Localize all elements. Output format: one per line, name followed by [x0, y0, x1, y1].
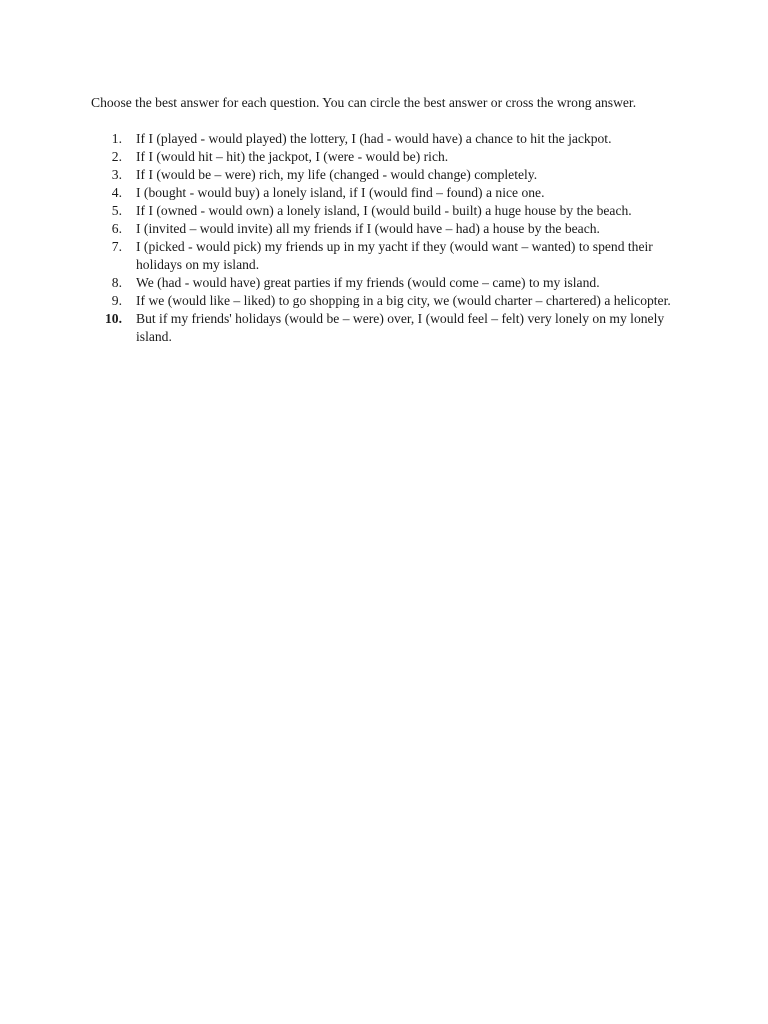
- question-item: [91, 238, 681, 274]
- question-number: 2.: [111, 149, 122, 164]
- question-text: If I (would hit – hit) the jackpot, I (were - would be) rich.: [136, 149, 449, 164]
- question-number: 4.: [111, 185, 122, 200]
- question-text: I (bought - would buy) a lonely island, if I (would find – found) a nice one.: [136, 185, 545, 200]
- question-text: I (invited – would invite) all my friends if I (would have – had) a house by the beach.: [136, 221, 600, 236]
- question-item: [91, 292, 681, 310]
- question-text: If I (owned - would own) a lonely island, I (would build - built) a huge house by the beach.: [136, 203, 632, 218]
- question-item: [91, 220, 681, 238]
- question-text: I (picked - would pick) my friends up in my yacht if they (would want – wanted) to spend their holidays on my island.: [136, 239, 653, 272]
- question-item: [91, 130, 681, 148]
- question-number: 5.: [111, 203, 122, 218]
- question-number: 10.: [105, 311, 122, 326]
- question-number: 6.: [111, 221, 122, 236]
- question-item: [91, 274, 681, 292]
- question-number: 3.: [111, 167, 122, 182]
- question-item: [91, 148, 681, 166]
- question-text: We (had - would have) great parties if my friends (would come – came) to my island.: [136, 275, 600, 290]
- question-number: 7.: [111, 239, 122, 254]
- question-item: [91, 202, 681, 220]
- question-number: 8.: [111, 275, 122, 290]
- instructions-text: Choose the best answer for each question. You can circle the best answer or cross the wrong answer.: [91, 95, 637, 110]
- question-number: 1.: [111, 131, 122, 146]
- question-list: [91, 130, 681, 346]
- question-text: But if my friends' holidays (would be – were) over, I (would feel – felt) very lonely on my lonely island.: [136, 311, 665, 344]
- question-text: If I (would be – were) rich, my life (changed - would change) completely.: [136, 167, 538, 182]
- question-text: If we (would like – liked) to go shopping in a big city, we (would charter – chartered) a helicopter.: [136, 293, 671, 308]
- question-text: If I (played - would played) the lottery, I (had - would have) a chance to hit the jackpot.: [136, 131, 612, 146]
- question-number: 9.: [111, 293, 122, 308]
- question-item: [91, 310, 681, 346]
- question-item: [91, 166, 681, 184]
- worksheet-page: [91, 94, 681, 346]
- question-item: [91, 184, 681, 202]
